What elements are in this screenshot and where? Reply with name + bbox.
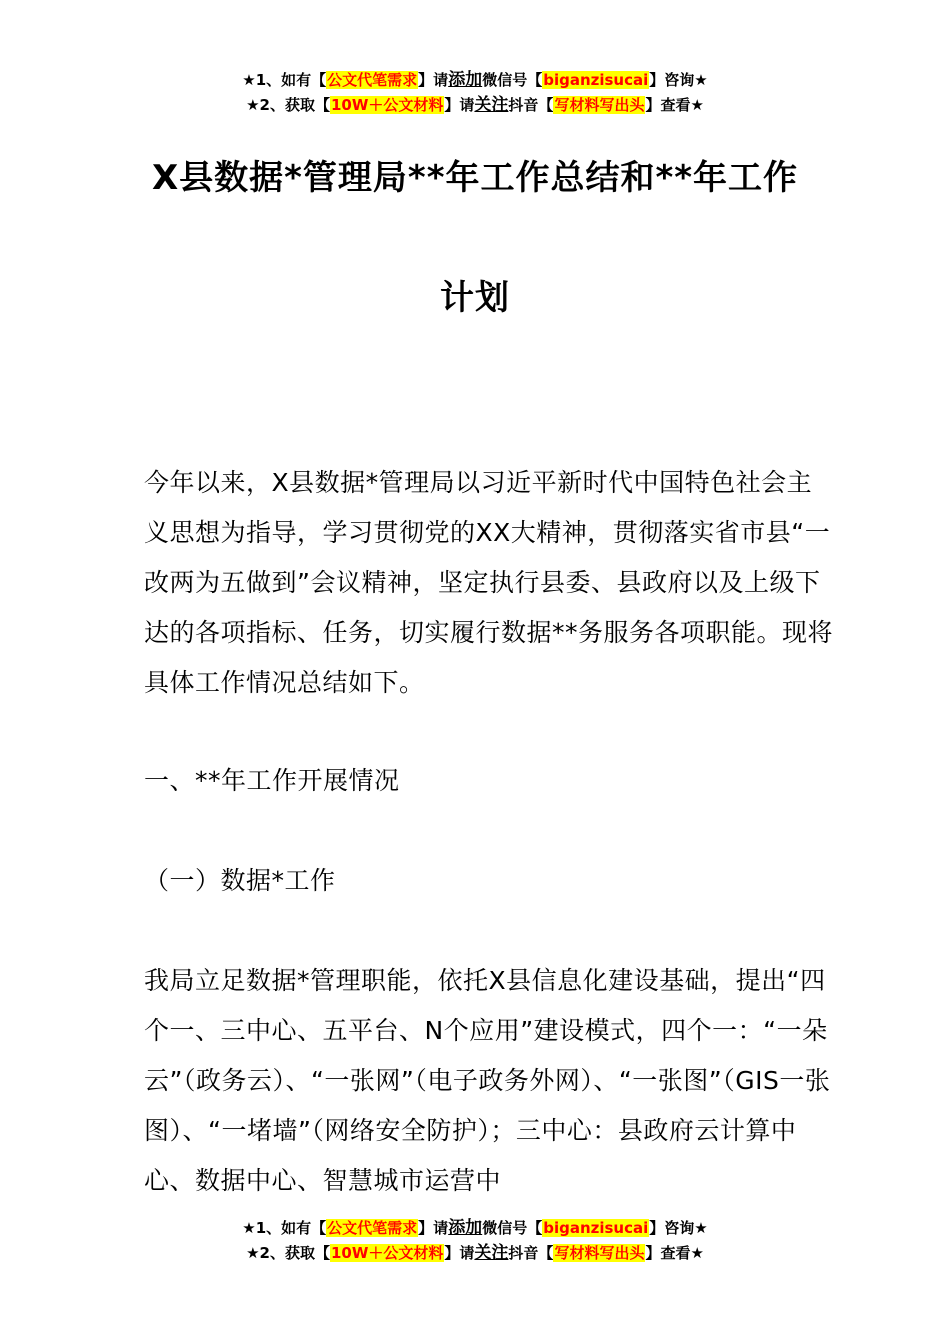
footer-banner: [0, 1216, 950, 1266]
banner-text: 】请: [444, 96, 475, 114]
document-title-line-1: X县数据*管理局**年工作总结和**年工作: [151, 158, 799, 198]
banner-text: 微信号【: [482, 71, 543, 89]
banner-highlight: 写材料写出头: [554, 1244, 645, 1262]
banner-highlight: 10W＋公文材料: [330, 1244, 444, 1262]
banner-text: ★1、如有【: [242, 71, 327, 89]
banner-underlined: 关注: [474, 95, 509, 115]
header-banner: [0, 68, 950, 118]
banner-line-2: [0, 1241, 950, 1266]
body-paragraph: 我局立足数据*管理职能，依托X县信息化建设基础，提出“四个一、三中心、五平台、N个应用”建设模式，四个一：“一朵云”（政务云）、“一张网”（电子政务外网）、“一张图”（GIS一张图）、“一堵墙”（网络安全防护）；三中心：县政府云计算中心、数据中心、智慧城市运营中: [144, 966, 831, 1195]
banner-highlight: 写材料写出头: [554, 96, 645, 114]
banner-text: 】请: [418, 1219, 449, 1237]
banner-text: 微信号【: [482, 1219, 543, 1237]
banner-highlight: 公文代笔需求: [327, 71, 418, 89]
banner-underlined: 关注: [474, 1243, 509, 1263]
banner-highlight: 10W＋公文材料: [330, 96, 444, 114]
banner-highlight: biganzisucai: [543, 71, 649, 89]
document-title-line-2: 计划: [440, 278, 510, 318]
banner-text: 】查看★: [645, 1244, 704, 1262]
banner-highlight: biganzisucai: [543, 1219, 649, 1237]
banner-underlined: 添加: [448, 1218, 483, 1238]
banner-text: 抖音【: [508, 96, 554, 114]
banner-text: 】请: [444, 1244, 475, 1262]
banner-text: ★1、如有【: [242, 1219, 327, 1237]
banner-text: ★2、获取【: [246, 1244, 330, 1262]
banner-line-2: [0, 93, 950, 118]
banner-underlined: 添加: [448, 70, 483, 90]
section-heading: 一、**年工作开展情况: [144, 766, 400, 795]
banner-text: 】请: [418, 71, 449, 89]
banner-text: 抖音【: [508, 1244, 554, 1262]
banner-text: ★2、获取【: [246, 96, 330, 114]
intro-paragraph: 今年以来，X县数据*管理局以习近平新时代中国特色社会主义思想为指导，学习贯彻党的XX大精神，贯彻落实省市县“一改两为五做到”会议精神，坚定执行县委、县政府以及上级下达的各项指标、任务，切实履行数据**务服务各项职能。现将具体工作情况总结如下。: [144, 468, 834, 697]
banner-line-1: [0, 1216, 950, 1241]
banner-text: 】查看★: [645, 96, 704, 114]
banner-text: 】咨询★: [649, 71, 708, 89]
banner-line-1: [0, 68, 950, 93]
banner-text: 】咨询★: [649, 1219, 708, 1237]
subsection-heading: （一）数据*工作: [144, 866, 336, 895]
banner-highlight: 公文代笔需求: [327, 1219, 418, 1237]
